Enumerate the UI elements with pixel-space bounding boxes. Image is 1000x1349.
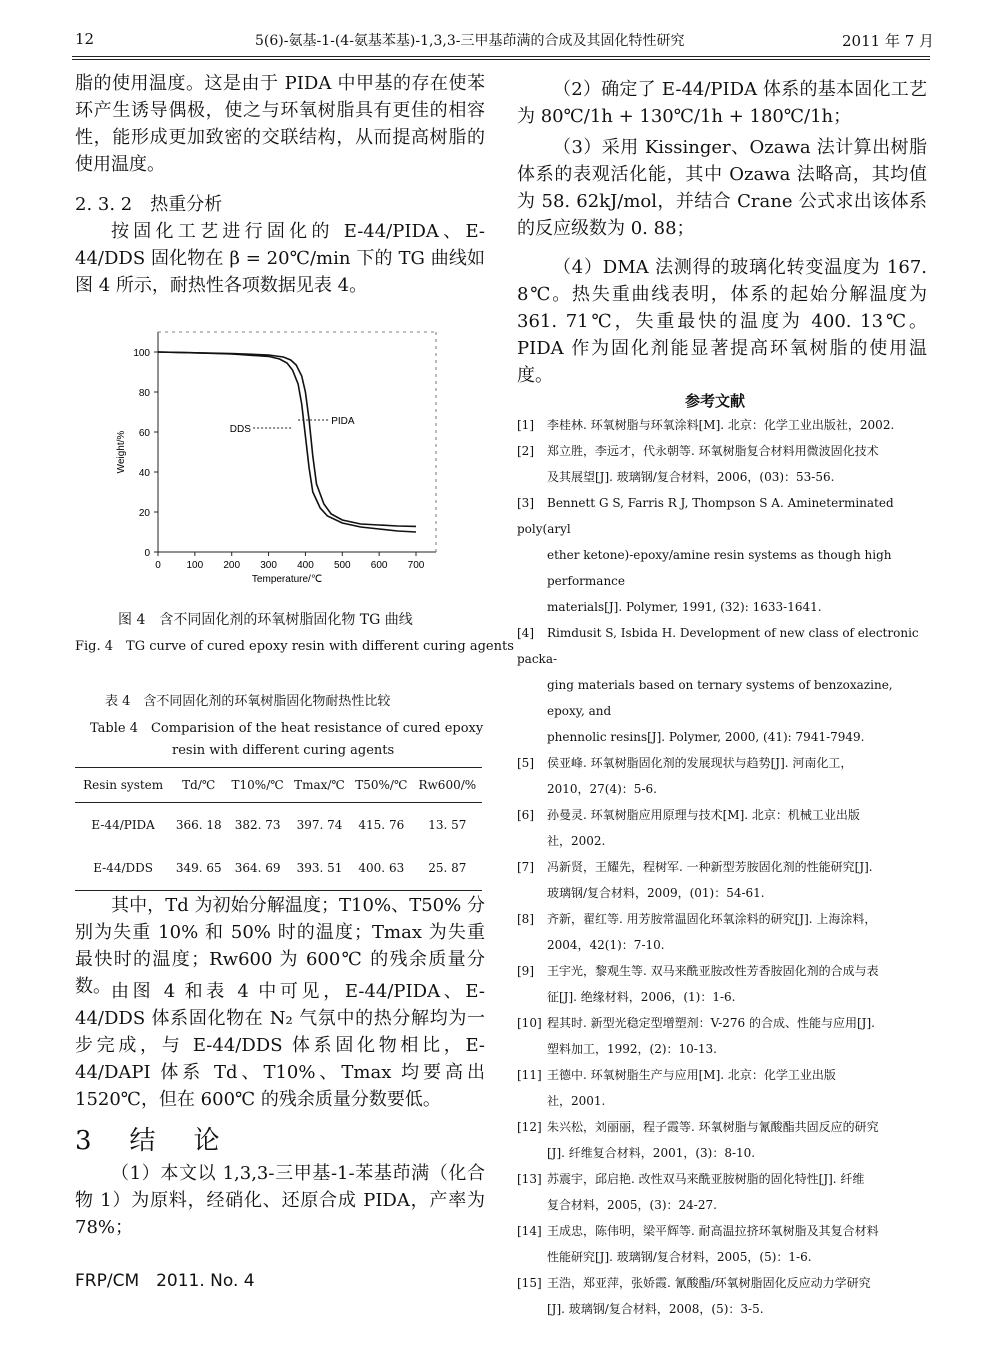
table-cell: 13. 57 xyxy=(428,817,467,832)
reference-text: 王宇光，黎观生等. 双马来酰亚胺改性芳香胺固化剂的合成与表 xyxy=(547,964,879,978)
x-tick-label: 0 xyxy=(155,560,161,571)
reference-number: [12] xyxy=(517,1120,542,1134)
reference-number: [6] xyxy=(517,808,534,822)
reference-line xyxy=(517,412,932,438)
section-3-title: 3 结 论 xyxy=(75,1126,226,1156)
reference-item xyxy=(517,412,932,438)
y-tick-label: 0 xyxy=(144,548,150,559)
reference-line: ging materials based on ternary systems of benzoxazine, epoxy, and xyxy=(547,678,893,718)
reference-number: [1] xyxy=(517,418,534,432)
reference-line xyxy=(517,802,932,828)
x-axis-label: Temperature/℃ xyxy=(251,574,323,585)
reference-line xyxy=(517,750,932,776)
reference-item xyxy=(517,1218,932,1270)
header-rule xyxy=(72,56,930,57)
table-row xyxy=(75,803,482,847)
reference-line: phennolic resins[J]. Polymer, 2000, (41): 7941-7949. xyxy=(547,730,865,744)
table-header-cell: Rw600/% xyxy=(418,778,477,792)
reference-item xyxy=(517,438,932,490)
x-tick-label: 100 xyxy=(186,560,204,571)
table-cell: E-44/DDS xyxy=(93,861,154,876)
table-caption-en-2: resin with different curing agents xyxy=(172,743,395,758)
tg-chart-svg xyxy=(100,322,460,592)
x-tick-label: 500 xyxy=(333,560,351,571)
reference-item xyxy=(517,1114,932,1166)
reference-line: 塑料加工，1992，(2)：10-13. xyxy=(547,1042,717,1056)
reference-line: materials[J]. Polymer, 1991, (32): 1633-1641. xyxy=(547,600,822,614)
reference-item xyxy=(517,620,932,750)
reference-line: ether ketone)-epoxy/amine resin systems as though high performance xyxy=(547,548,892,588)
left-paragraph-3: 其中，Td 为初始分解温度；T10%、T50% 分别为失重 10% 和 50% 时的温度；Tmax 为失重最快时的温度；Rw600 为 600℃ 的残余质量分数。 xyxy=(75,895,485,997)
reference-line: 社，2001. xyxy=(547,1094,606,1108)
y-tick-label: 100 xyxy=(133,348,150,359)
table-row xyxy=(75,847,482,891)
x-tick-label: 400 xyxy=(297,560,314,571)
reference-number: [7] xyxy=(517,860,534,874)
table-4 xyxy=(75,767,482,891)
table-cell: 415. 76 xyxy=(358,817,405,832)
table-header-row xyxy=(75,768,482,803)
left-paragraph-5: （1）本文以 1,3,3-三甲基-1-苯基茚满（化合物 1）为原料，经硝化、还原合成 PIDA，产率为 78%； xyxy=(75,1163,485,1238)
table-header-cell: T10%/℃ xyxy=(231,778,284,792)
reference-line xyxy=(517,854,932,880)
reference-number: [11] xyxy=(517,1068,542,1082)
table-header-cell: Tmax/℃ xyxy=(294,778,345,792)
table-cell: 397. 74 xyxy=(296,817,343,832)
reference-text: Bennett G S, Farris R J, Thompson S A. Amineterminated poly(aryl xyxy=(517,496,894,536)
header-rule-2 xyxy=(72,59,930,60)
reference-line xyxy=(517,1218,932,1244)
figure-caption-cn: 图 4 含不同固化剂的环氧树脂固化物 TG 曲线 xyxy=(118,612,413,628)
reference-line xyxy=(517,490,932,542)
y-tick-label: 80 xyxy=(138,388,150,399)
reference-number: [14] xyxy=(517,1224,542,1238)
issue-date: 2011 年 7 月 xyxy=(842,32,935,50)
y-tick-label: 20 xyxy=(138,508,150,519)
reference-line: 及其展望[J]. 玻璃钢/复合材料，2006，(03)：53-56. xyxy=(547,470,835,484)
table-cell: 364. 69 xyxy=(234,861,281,876)
reference-line: 社，2002. xyxy=(547,834,606,848)
reference-line: 2004，42(1)：7-10. xyxy=(547,938,665,952)
table-cell: 349. 65 xyxy=(175,861,222,876)
right-paragraph-3: （4）DMA 法测得的玻璃化转变温度为 167. 8℃。热失重曲线表明，体系的起始分解温度为 361. 71℃，失重最快的温度为 400. 13℃。PIDA 作为固化剂能显著提高环氧树脂的使用温度。 xyxy=(517,257,927,386)
reference-line xyxy=(517,1062,932,1088)
reference-line xyxy=(517,906,932,932)
reference-item xyxy=(517,490,932,620)
reference-number: [2] xyxy=(517,444,534,458)
reference-line: [J]. 玻璃钢/复合材料，2008，(5)：3-5. xyxy=(547,1302,764,1316)
reference-text: Rimdusit S, Isbida H. Development of new class of electronic packa- xyxy=(517,626,919,666)
reference-line: 2010，27(4)：5-6. xyxy=(547,782,657,796)
table-header-cell: Td/℃ xyxy=(182,778,216,792)
page-number: 12 xyxy=(75,30,95,48)
y-tick-label: 60 xyxy=(138,428,150,439)
reference-line xyxy=(517,1114,932,1140)
reference-number: [15] xyxy=(517,1276,542,1290)
table-header-cell: Resin system xyxy=(83,778,164,792)
reference-number: [9] xyxy=(517,964,534,978)
reference-text: 齐新，翟红等. 用芳胺常温固化环氧涂料的研究[J]. 上海涂料， xyxy=(547,912,877,926)
references-title: 参考文献 xyxy=(685,392,746,410)
table-cell: E-44/PIDA xyxy=(91,817,155,832)
reference-number: [8] xyxy=(517,912,534,926)
reference-line: 性能研究[J]. 玻璃钢/复合材料，2005，(5)：1-6. xyxy=(547,1250,812,1264)
reference-line: 玻璃钢/复合材料，2009，(01)：54-61. xyxy=(547,886,765,900)
reference-text: 王德中. 环氧树脂生产与应用[M]. 北京：化学工业出版 xyxy=(547,1068,836,1082)
x-tick-label: 700 xyxy=(407,560,425,571)
left-paragraph-1: 脂的使用温度。这是由于 PIDA 中甲基的存在使苯环产生诱导偶极，使之与环氧树脂具有更佳的相容性，能形成更加致密的交联结构，从而提高树脂的使用温度。 xyxy=(75,73,485,175)
reference-line xyxy=(517,1270,932,1296)
reference-text: 李桂林. 环氧树脂与环氧涂料[M]. 北京：化学工业出版社，2002. xyxy=(547,418,895,432)
journal-footer: FRP/CM 2011. No. 4 xyxy=(75,1271,255,1291)
reference-line: 复合材料，2005，(3)：24-27. xyxy=(547,1198,717,1212)
right-paragraph-2: （3）采用 Kissinger、Ozawa 法计算出树脂体系的表观活化能，其中 Ozawa 法略高，其均值为 58. 62kJ/mol，并结合 Crane 公式求出该体系的反应级数为 0. 88； xyxy=(517,137,927,239)
reference-line xyxy=(517,1010,932,1036)
x-tick-label: 200 xyxy=(223,560,241,571)
table-cell: 393. 51 xyxy=(296,861,343,876)
reference-text: 王浩，郑亚萍，张娇霞. 氰酸酯/环氧树脂固化反应动力学研究 xyxy=(547,1276,871,1290)
annotation-dds: DDS xyxy=(229,424,251,435)
heat-resistance-table xyxy=(75,767,482,891)
reference-line xyxy=(517,958,932,984)
right-paragraph-1: （2）确定了 E-44/PIDA 体系的基本固化工艺为 80℃/1h + 130℃/1h + 180℃/1h； xyxy=(517,79,927,127)
reference-number: [10] xyxy=(517,1016,542,1030)
series-line-dds xyxy=(158,352,416,532)
running-title: 5(6)-氨基-1-(4-氨基苯基)-1,3,3-三甲基茚满的合成及其固化特性研究 xyxy=(255,33,685,49)
reference-text: 郑立胜，李远才，代永朝等. 环氧树脂复合材料用微波固化技术 xyxy=(547,444,879,458)
reference-line xyxy=(517,438,932,464)
reference-item xyxy=(517,750,932,802)
reference-line xyxy=(517,1166,932,1192)
table-caption-en-1: Table 4 Comparision of the heat resistance of cured epoxy xyxy=(90,721,484,736)
table-caption-cn: 表 4 含不同固化剂的环氧树脂固化物耐热性比较 xyxy=(105,694,391,709)
reference-number: [3] xyxy=(517,496,534,510)
table-cell: 400. 63 xyxy=(358,861,405,876)
reference-item xyxy=(517,1062,932,1114)
figure-caption-en: Fig. 4 TG curve of cured epoxy resin with different curing agents xyxy=(75,639,514,654)
reference-line: 征[J]. 绝缘材料，2006，(1)：1-6. xyxy=(547,990,736,1004)
reference-number: [13] xyxy=(517,1172,542,1186)
tg-chart xyxy=(100,322,460,592)
reference-item xyxy=(517,1270,932,1322)
reference-text: 王成忠，陈伟明，梁平辉等. 耐高温拉挤环氧树脂及其复合材料 xyxy=(547,1224,879,1238)
reference-text: 冯新贤，王耀先，程树军. 一种新型芳胺固化剂的性能研究[J]. xyxy=(547,860,873,874)
series-line-pida xyxy=(158,352,416,526)
reference-text: 苏震宇，邱启艳. 改性双马来酰亚胺树脂的固化特性[J]. 纤维 xyxy=(547,1172,865,1186)
annotation-pida: PIDA xyxy=(331,416,355,427)
table-cell: 366. 18 xyxy=(175,817,222,832)
reference-item xyxy=(517,906,932,958)
x-tick-label: 300 xyxy=(260,560,277,571)
table-cell: 25. 87 xyxy=(428,861,467,876)
reference-text: 朱兴松，刘丽丽，程子霞等. 环氧树脂与氰酸酯共固反应的研究 xyxy=(547,1120,879,1134)
table-header-cell: T50%/℃ xyxy=(355,778,408,792)
reference-item xyxy=(517,1166,932,1218)
reference-text: 侯亚峰. 环氧树脂固化剂的发展现状与趋势[J]. 河南化工， xyxy=(547,756,853,770)
left-paragraph-2: 按固化工艺进行固化的 E-44/PIDA、E-44/DDS 固化物在 β = 20℃/min 下的 TG 曲线如图 4 所示，耐热性各项数据见表 4。 xyxy=(75,221,485,296)
left-paragraph-4: 由图 4 和表 4 中可见，E-44/PIDA、E-44/DDS 体系固化物在 N₂ 气氛中的热分解均为一步完成，与 E-44/DDS 体系固化物相比，E-44/DAPI 体系 Td、T10%、Tmax 均要高出 1520℃，但在 600℃ 的残余质量分数要低。 xyxy=(75,981,485,1110)
reference-item xyxy=(517,802,932,854)
y-axis-label: Weight/% xyxy=(116,430,127,474)
reference-text: 孙曼灵. 环氧树脂应用原理与技术[M]. 北京：机械工业出版 xyxy=(547,808,860,822)
reference-number: [4] xyxy=(517,626,534,640)
reference-text: 程其时. 新型光稳定型增塑剂：V-276 的合成、性能与应用[J]. xyxy=(547,1016,875,1030)
reference-line xyxy=(517,620,932,672)
reference-number: [5] xyxy=(517,756,534,770)
reference-item xyxy=(517,1010,932,1062)
reference-line: [J]. 纤维复合材料，2001，(3)：8-10. xyxy=(547,1146,756,1160)
reference-list xyxy=(517,412,932,1322)
section-title-thermogravimetric: 2. 3. 2 热重分析 xyxy=(75,194,223,215)
x-tick-label: 600 xyxy=(370,560,388,571)
reference-item xyxy=(517,854,932,906)
y-tick-label: 40 xyxy=(138,468,150,479)
table-cell: 382. 73 xyxy=(234,817,281,832)
reference-item xyxy=(517,958,932,1010)
